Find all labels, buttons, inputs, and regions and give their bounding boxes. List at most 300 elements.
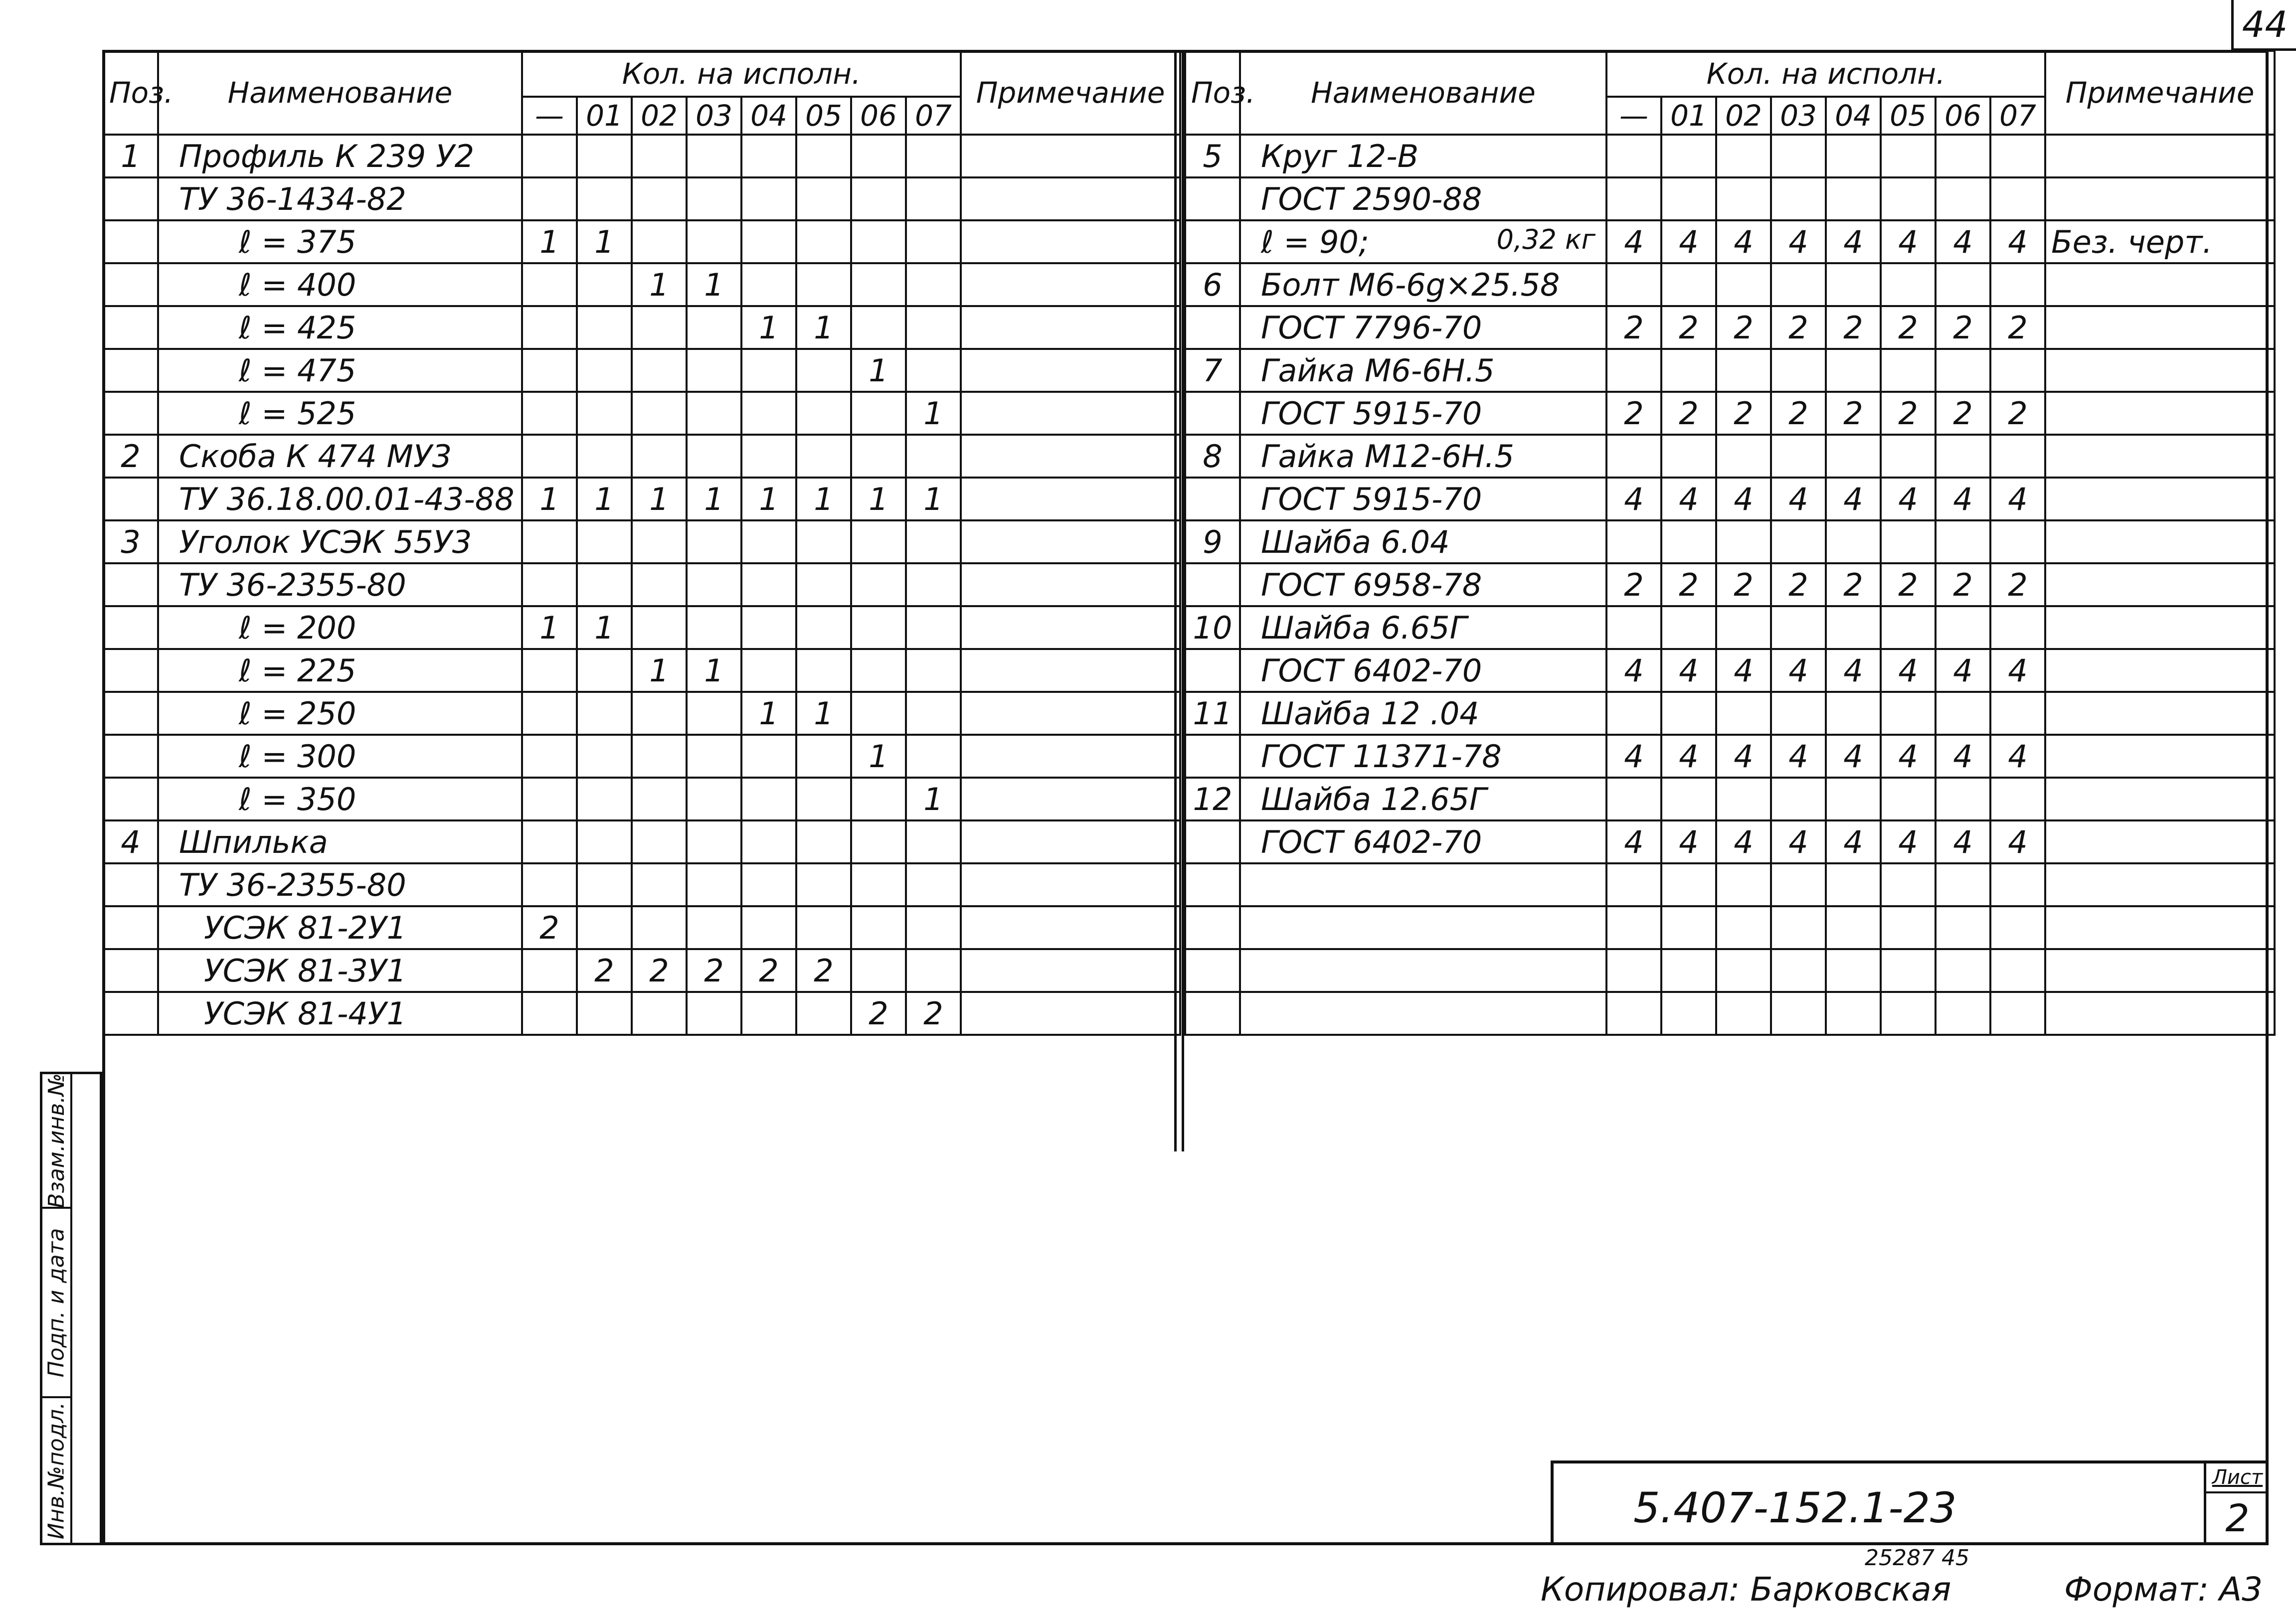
qty-cell bbox=[906, 863, 961, 906]
header-variant: 06 bbox=[851, 97, 906, 135]
qty-cell: 1 bbox=[522, 478, 577, 520]
table-row bbox=[103, 392, 1180, 435]
header-variant: — bbox=[522, 97, 577, 135]
row-name: Шайба 12.65Г bbox=[1261, 781, 1487, 817]
qty-cell bbox=[687, 306, 741, 349]
row-pos bbox=[103, 478, 158, 520]
qty-cell bbox=[1826, 349, 1881, 392]
row-pos bbox=[1185, 478, 1240, 520]
qty-cell bbox=[1990, 263, 2045, 306]
qty-cell: 4 bbox=[1771, 735, 1826, 778]
row-pos bbox=[103, 306, 158, 349]
qty-cell: 4 bbox=[1661, 220, 1716, 263]
qty-cell bbox=[687, 563, 741, 606]
sidebar-podp-cell bbox=[42, 1209, 72, 1398]
qty-cell bbox=[796, 778, 851, 820]
row-pos bbox=[103, 863, 158, 906]
row-name: ℓ = 525 bbox=[239, 395, 356, 432]
qty-cell bbox=[741, 135, 796, 177]
table-row bbox=[103, 820, 1180, 863]
qty-cell bbox=[632, 606, 687, 649]
qty-cell: 2 bbox=[1936, 306, 1990, 349]
row-note bbox=[961, 135, 1180, 177]
row-name: ℓ = 225 bbox=[239, 652, 356, 689]
row-name-cell bbox=[1240, 349, 1606, 392]
qty-cell: 1 bbox=[522, 606, 577, 649]
header-variant: 05 bbox=[1881, 97, 1936, 135]
qty-cell bbox=[522, 992, 577, 1035]
row-name-cell bbox=[158, 135, 522, 177]
qty-cell: 2 bbox=[1716, 563, 1771, 606]
row-name-cell bbox=[158, 478, 522, 520]
row-name-cell bbox=[1240, 778, 1606, 820]
row-pos bbox=[103, 392, 158, 435]
qty-cell bbox=[632, 563, 687, 606]
qty-cell bbox=[906, 692, 961, 735]
row-name-cell bbox=[158, 992, 522, 1035]
qty-cell: 4 bbox=[1606, 478, 1661, 520]
row-name: ГОСТ 6402-70 bbox=[1261, 652, 1482, 689]
row-name: Болт М6-6g×25.58 bbox=[1261, 266, 1560, 303]
row-note bbox=[961, 906, 1180, 949]
row-note bbox=[2045, 735, 2275, 778]
qty-cell: 4 bbox=[1990, 820, 2045, 863]
table-row bbox=[1185, 906, 2275, 949]
qty-cell bbox=[1661, 435, 1716, 478]
row-name: ГОСТ 6402-70 bbox=[1261, 823, 1482, 860]
qty-cell bbox=[577, 520, 632, 563]
qty-cell bbox=[796, 863, 851, 906]
qty-cell bbox=[687, 135, 741, 177]
qty-cell: 1 bbox=[796, 692, 851, 735]
qty-cell bbox=[851, 263, 906, 306]
qty-cell bbox=[577, 135, 632, 177]
row-pos bbox=[103, 263, 158, 306]
qty-cell: 4 bbox=[1881, 478, 1936, 520]
row-note bbox=[961, 392, 1180, 435]
qty-cell bbox=[1990, 906, 2045, 949]
qty-cell bbox=[1990, 349, 2045, 392]
row-pos bbox=[1185, 906, 1240, 949]
row-name: ℓ = 200 bbox=[239, 609, 356, 646]
row-name-cell bbox=[1240, 563, 1606, 606]
qty-cell bbox=[1771, 435, 1826, 478]
qty-cell bbox=[1716, 263, 1771, 306]
qty-cell: 2 bbox=[851, 992, 906, 1035]
qty-cell bbox=[796, 263, 851, 306]
row-pos bbox=[1185, 949, 1240, 992]
row-pos bbox=[1185, 306, 1240, 349]
qty-cell: 4 bbox=[1826, 478, 1881, 520]
qty-cell bbox=[741, 649, 796, 692]
row-name-cell bbox=[1240, 820, 1606, 863]
row-name: Круг 12-В bbox=[1261, 138, 1419, 174]
qty-cell bbox=[906, 563, 961, 606]
qty-cell bbox=[1881, 520, 1936, 563]
qty-cell bbox=[1606, 435, 1661, 478]
row-pos: 5 bbox=[1185, 135, 1240, 177]
row-name bbox=[1246, 867, 1261, 903]
qty-cell bbox=[1990, 778, 2045, 820]
qty-cell bbox=[522, 392, 577, 435]
qty-cell: 4 bbox=[1881, 735, 1936, 778]
qty-cell: 4 bbox=[1606, 649, 1661, 692]
row-note bbox=[2045, 349, 2275, 392]
table-row bbox=[103, 135, 1180, 177]
qty-cell bbox=[1716, 349, 1771, 392]
qty-cell: 1 bbox=[632, 263, 687, 306]
qty-cell: 2 bbox=[1606, 306, 1661, 349]
row-note bbox=[2045, 778, 2275, 820]
row-pos bbox=[1185, 649, 1240, 692]
header-variant: 03 bbox=[687, 97, 741, 135]
row-name: ГОСТ 11371-78 bbox=[1261, 738, 1502, 775]
table-row bbox=[103, 649, 1180, 692]
qty-cell bbox=[522, 177, 577, 220]
qty-cell bbox=[1661, 135, 1716, 177]
row-pos bbox=[1185, 220, 1240, 263]
qty-cell bbox=[1716, 692, 1771, 735]
qty-cell bbox=[632, 735, 687, 778]
qty-cell bbox=[577, 349, 632, 392]
table-row bbox=[103, 949, 1180, 992]
row-note bbox=[961, 820, 1180, 863]
qty-cell: 2 bbox=[522, 906, 577, 949]
qty-cell: 1 bbox=[632, 478, 687, 520]
qty-cell bbox=[741, 563, 796, 606]
row-name-cell bbox=[158, 306, 522, 349]
qty-cell bbox=[796, 220, 851, 263]
qty-cell bbox=[1990, 692, 2045, 735]
qty-cell bbox=[1771, 135, 1826, 177]
table-row bbox=[103, 220, 1180, 263]
qty-cell: 4 bbox=[1661, 478, 1716, 520]
qty-cell bbox=[522, 649, 577, 692]
qty-cell bbox=[1826, 778, 1881, 820]
qty-cell: 2 bbox=[1771, 392, 1826, 435]
qty-cell bbox=[1716, 992, 1771, 1035]
row-name: УСЭК 81-2У1 bbox=[204, 909, 407, 946]
table-row bbox=[1185, 949, 2275, 992]
header-variant: 07 bbox=[906, 97, 961, 135]
qty-cell: 4 bbox=[1771, 220, 1826, 263]
qty-cell bbox=[1661, 520, 1716, 563]
qty-cell bbox=[577, 392, 632, 435]
row-note bbox=[961, 306, 1180, 349]
qty-cell bbox=[796, 992, 851, 1035]
qty-cell bbox=[1936, 606, 1990, 649]
row-name-cell bbox=[1240, 649, 1606, 692]
qty-cell bbox=[1716, 177, 1771, 220]
row-name-cell bbox=[1240, 135, 1606, 177]
qty-cell: 1 bbox=[851, 735, 906, 778]
row-name-cell bbox=[158, 949, 522, 992]
qty-cell: 1 bbox=[687, 478, 741, 520]
qty-cell bbox=[741, 863, 796, 906]
qty-cell bbox=[1881, 435, 1936, 478]
qty-cell bbox=[687, 906, 741, 949]
row-name-cell bbox=[158, 778, 522, 820]
row-name: ℓ = 300 bbox=[239, 738, 356, 775]
qty-cell: 2 bbox=[796, 949, 851, 992]
table-row bbox=[103, 263, 1180, 306]
qty-cell bbox=[632, 392, 687, 435]
qty-cell: 4 bbox=[1716, 220, 1771, 263]
qty-cell bbox=[687, 992, 741, 1035]
sidebar-inv-cell bbox=[42, 1398, 72, 1543]
row-note bbox=[2045, 478, 2275, 520]
qty-cell bbox=[741, 392, 796, 435]
qty-cell: 4 bbox=[1826, 735, 1881, 778]
qty-cell bbox=[1826, 177, 1881, 220]
qty-cell bbox=[577, 820, 632, 863]
qty-cell: 4 bbox=[1826, 820, 1881, 863]
qty-cell bbox=[1990, 520, 2045, 563]
qty-cell: 2 bbox=[906, 992, 961, 1035]
qty-cell bbox=[851, 520, 906, 563]
qty-cell: 4 bbox=[1936, 220, 1990, 263]
qty-cell bbox=[796, 435, 851, 478]
table-row bbox=[1185, 392, 2275, 435]
qty-cell bbox=[741, 177, 796, 220]
specification-table-left bbox=[102, 50, 1181, 1036]
row-name: ℓ = 90; bbox=[1261, 223, 1369, 260]
qty-cell bbox=[1661, 606, 1716, 649]
qty-cell bbox=[796, 349, 851, 392]
qty-cell: 4 bbox=[1990, 649, 2045, 692]
row-name-cell bbox=[158, 563, 522, 606]
qty-cell: 1 bbox=[851, 349, 906, 392]
qty-cell: 2 bbox=[687, 949, 741, 992]
qty-cell: 2 bbox=[1990, 392, 2045, 435]
row-name: ГОСТ 6958-78 bbox=[1261, 566, 1482, 603]
row-note bbox=[2045, 906, 2275, 949]
sheet-label: Лист bbox=[2206, 1463, 2269, 1493]
table-row bbox=[1185, 863, 2275, 906]
qty-cell bbox=[577, 177, 632, 220]
row-note bbox=[961, 649, 1180, 692]
qty-cell: 4 bbox=[1990, 220, 2045, 263]
qty-cell bbox=[522, 435, 577, 478]
qty-cell bbox=[1716, 435, 1771, 478]
row-note bbox=[2045, 992, 2275, 1035]
qty-cell: 2 bbox=[1936, 563, 1990, 606]
qty-cell: 1 bbox=[796, 478, 851, 520]
qty-cell bbox=[577, 263, 632, 306]
qty-cell bbox=[522, 563, 577, 606]
qty-cell bbox=[687, 392, 741, 435]
header-variant: 01 bbox=[1661, 97, 1716, 135]
qty-cell bbox=[632, 692, 687, 735]
row-note bbox=[961, 349, 1180, 392]
qty-cell bbox=[851, 435, 906, 478]
row-name: ГОСТ 2590-88 bbox=[1261, 180, 1482, 217]
qty-cell bbox=[687, 220, 741, 263]
table-row bbox=[103, 606, 1180, 649]
qty-cell bbox=[577, 306, 632, 349]
qty-cell bbox=[1826, 435, 1881, 478]
row-pos: 10 bbox=[1185, 606, 1240, 649]
qty-cell bbox=[741, 778, 796, 820]
table-row bbox=[103, 520, 1180, 563]
qty-cell bbox=[1826, 263, 1881, 306]
row-pos: 12 bbox=[1185, 778, 1240, 820]
qty-cell bbox=[577, 992, 632, 1035]
table-row bbox=[1185, 349, 2275, 392]
qty-cell bbox=[1936, 263, 1990, 306]
table-row bbox=[1185, 778, 2275, 820]
header-note: Примечание bbox=[961, 51, 1180, 135]
qty-cell bbox=[1606, 135, 1661, 177]
header-qty-group: Кол. на исполн. bbox=[522, 51, 961, 97]
row-name: ℓ = 250 bbox=[239, 695, 356, 732]
qty-cell bbox=[741, 349, 796, 392]
qty-cell bbox=[741, 520, 796, 563]
qty-cell bbox=[741, 220, 796, 263]
qty-cell: 4 bbox=[1881, 649, 1936, 692]
qty-cell bbox=[1881, 949, 1936, 992]
qty-cell bbox=[851, 135, 906, 177]
qty-cell: 1 bbox=[741, 478, 796, 520]
qty-cell bbox=[1716, 778, 1771, 820]
qty-cell bbox=[522, 520, 577, 563]
row-name-cell bbox=[158, 906, 522, 949]
row-pos bbox=[1185, 563, 1240, 606]
row-name-cell bbox=[158, 649, 522, 692]
row-note bbox=[2045, 949, 2275, 992]
row-name: ℓ = 425 bbox=[239, 309, 356, 346]
qty-cell: 1 bbox=[577, 606, 632, 649]
qty-cell bbox=[796, 649, 851, 692]
qty-cell bbox=[632, 435, 687, 478]
qty-cell: 2 bbox=[1990, 563, 2045, 606]
row-note bbox=[2045, 520, 2275, 563]
qty-cell bbox=[1661, 778, 1716, 820]
qty-cell: 2 bbox=[577, 949, 632, 992]
qty-cell bbox=[632, 135, 687, 177]
qty-cell bbox=[1716, 949, 1771, 992]
paper-format: Формат: А3 bbox=[2064, 1570, 2263, 1609]
qty-cell bbox=[1606, 992, 1661, 1035]
qty-cell: 2 bbox=[1826, 306, 1881, 349]
table-row bbox=[1185, 992, 2275, 1035]
table-row bbox=[103, 478, 1180, 520]
sidebar-vzam-cell bbox=[42, 1074, 72, 1209]
qty-cell bbox=[906, 949, 961, 992]
row-name-cell bbox=[1240, 392, 1606, 435]
row-pos bbox=[1185, 735, 1240, 778]
qty-cell bbox=[1990, 992, 2045, 1035]
qty-cell bbox=[851, 563, 906, 606]
qty-cell bbox=[1606, 949, 1661, 992]
qty-cell bbox=[1881, 135, 1936, 177]
row-pos bbox=[103, 735, 158, 778]
qty-cell: 4 bbox=[1936, 478, 1990, 520]
qty-cell: 1 bbox=[687, 263, 741, 306]
table-row bbox=[103, 306, 1180, 349]
qty-cell: 2 bbox=[1936, 392, 1990, 435]
row-name: Профиль К 239 У2 bbox=[179, 138, 475, 174]
header-variant: 05 bbox=[796, 97, 851, 135]
qty-cell bbox=[1936, 520, 1990, 563]
qty-cell bbox=[577, 863, 632, 906]
qty-cell: 4 bbox=[1661, 820, 1716, 863]
row-name: Гайка М12-6Н.5 bbox=[1261, 438, 1514, 475]
qty-cell: 2 bbox=[1716, 392, 1771, 435]
row-note bbox=[961, 778, 1180, 820]
header-pos: Поз. bbox=[103, 51, 158, 135]
row-name: Уголок УСЭК 55У3 bbox=[179, 523, 472, 560]
copied-by: Копировал: Барковская bbox=[1541, 1570, 1951, 1609]
archive-numbers: 25287 45 bbox=[1865, 1545, 1969, 1571]
row-pos bbox=[1185, 820, 1240, 863]
row-name-cell bbox=[1240, 949, 1606, 992]
qty-cell bbox=[1716, 520, 1771, 563]
qty-cell bbox=[796, 606, 851, 649]
row-name-cell bbox=[158, 820, 522, 863]
qty-cell bbox=[687, 692, 741, 735]
row-name-cell bbox=[1240, 220, 1606, 263]
qty-cell bbox=[522, 135, 577, 177]
qty-cell bbox=[906, 220, 961, 263]
row-name: ℓ = 350 bbox=[239, 781, 356, 817]
qty-cell bbox=[851, 306, 906, 349]
qty-cell bbox=[577, 735, 632, 778]
qty-cell bbox=[1771, 992, 1826, 1035]
row-note bbox=[2045, 135, 2275, 177]
qty-cell: 2 bbox=[1606, 563, 1661, 606]
table-row bbox=[1185, 478, 2275, 520]
qty-cell bbox=[687, 735, 741, 778]
qty-cell: 4 bbox=[1936, 649, 1990, 692]
row-note bbox=[961, 863, 1180, 906]
table-row bbox=[103, 563, 1180, 606]
qty-cell bbox=[632, 177, 687, 220]
qty-cell bbox=[1826, 606, 1881, 649]
row-name: Скоба К 474 МУ3 bbox=[179, 438, 452, 475]
qty-cell bbox=[1606, 177, 1661, 220]
row-note bbox=[961, 263, 1180, 306]
qty-cell: 2 bbox=[1881, 392, 1936, 435]
qty-cell: 1 bbox=[851, 478, 906, 520]
qty-cell bbox=[1606, 778, 1661, 820]
qty-cell bbox=[687, 177, 741, 220]
row-name-cell bbox=[1240, 478, 1606, 520]
sidebar-vzam-label: Взам.инв.№ bbox=[43, 1073, 69, 1208]
row-name-cell bbox=[158, 220, 522, 263]
qty-cell bbox=[577, 563, 632, 606]
qty-cell: 4 bbox=[1661, 649, 1716, 692]
row-name-cell bbox=[1240, 735, 1606, 778]
qty-cell bbox=[1661, 349, 1716, 392]
qty-cell bbox=[1661, 949, 1716, 992]
row-note bbox=[2045, 263, 2275, 306]
table-row bbox=[1185, 820, 2275, 863]
qty-cell bbox=[741, 435, 796, 478]
qty-cell bbox=[1881, 778, 1936, 820]
qty-cell bbox=[1716, 135, 1771, 177]
row-name: Гайка М6-6Н.5 bbox=[1261, 352, 1495, 389]
row-note bbox=[961, 949, 1180, 992]
row-name: УСЭК 81-3У1 bbox=[204, 952, 407, 989]
qty-cell bbox=[632, 520, 687, 563]
qty-cell bbox=[1881, 906, 1936, 949]
table-row bbox=[103, 435, 1180, 478]
qty-cell bbox=[1606, 692, 1661, 735]
table-row bbox=[103, 906, 1180, 949]
binding-sidebar bbox=[40, 1072, 102, 1545]
qty-cell bbox=[1936, 135, 1990, 177]
